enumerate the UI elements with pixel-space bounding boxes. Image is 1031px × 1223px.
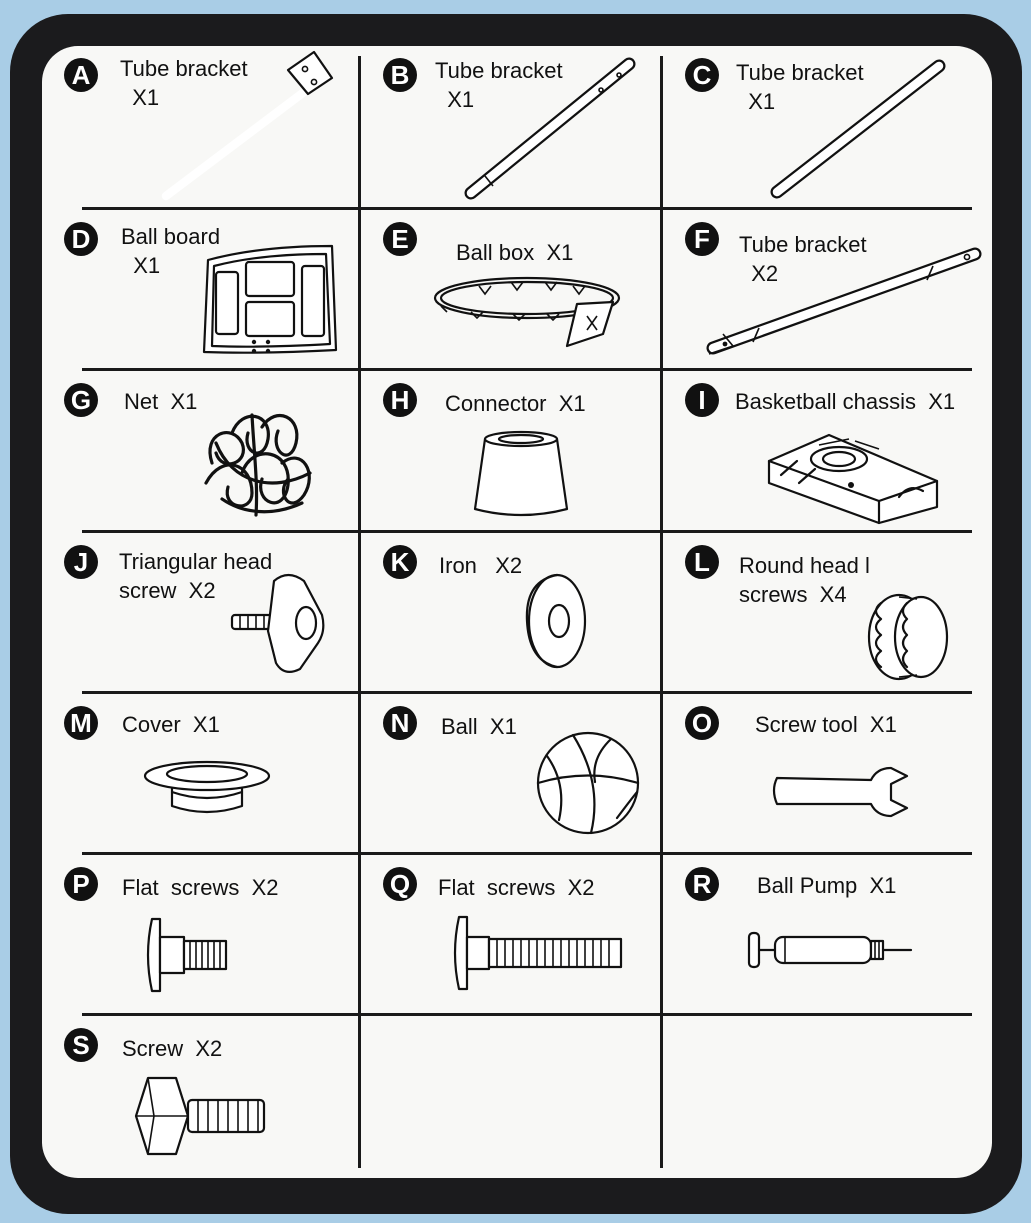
part-cell-f	[663, 210, 992, 368]
part-label: Tube bracket X1	[120, 56, 248, 110]
part-cell-c	[663, 46, 992, 207]
flat-screw-short-icon	[142, 915, 238, 995]
part-cell-k	[361, 533, 660, 691]
triangular-screw-icon	[228, 571, 328, 675]
part-cell-j	[42, 533, 358, 691]
part-cell-d	[42, 210, 358, 368]
ball-board-icon	[200, 240, 342, 360]
part-cell-e	[361, 210, 660, 368]
basketball-icon	[533, 728, 643, 838]
part-letter-badge: G	[64, 383, 98, 417]
part-letter-badge: N	[383, 706, 417, 740]
washer-icon	[519, 571, 589, 671]
part-letter-badge: E	[383, 222, 417, 256]
part-letter-badge: K	[383, 545, 417, 579]
part-label: Cover X1	[122, 712, 220, 737]
part-letter-badge: J	[64, 545, 98, 579]
part-letter-badge: Q	[383, 867, 417, 901]
tube-bracket-b-icon	[451, 48, 651, 203]
part-label: Round head l screws X4	[739, 553, 870, 607]
part-cell-g	[42, 371, 358, 530]
part-cell-b	[361, 46, 660, 207]
part-cell-n	[361, 694, 660, 852]
part-label: Ball X1	[441, 714, 517, 739]
connector-icon	[471, 429, 571, 521]
part-label: Triangular head screw X2	[119, 549, 273, 603]
net-icon	[192, 403, 322, 521]
tube-bracket-a-icon	[152, 48, 342, 203]
part-letter-badge: D	[64, 222, 98, 256]
part-cell-a	[42, 46, 358, 207]
ball-box-rim-icon	[427, 272, 627, 362]
part-cell-q	[361, 855, 660, 1013]
part-cell-p	[42, 855, 358, 1013]
part-label: Net X1	[124, 389, 198, 414]
hex-screw-icon	[128, 1074, 272, 1158]
part-letter-badge: C	[685, 58, 719, 92]
wrench-icon	[767, 764, 911, 820]
empty-cell	[663, 1016, 992, 1178]
part-label: Ball box X1	[456, 240, 574, 265]
part-letter-badge: B	[383, 58, 417, 92]
part-letter-badge: P	[64, 867, 98, 901]
part-letter-badge: F	[685, 222, 719, 256]
part-label: Flat screws X2	[122, 875, 279, 900]
chassis-icon	[759, 421, 949, 529]
part-label: Ball board X1	[121, 224, 221, 278]
flat-screw-long-icon	[449, 913, 629, 993]
part-letter-badge: R	[685, 867, 719, 901]
part-cell-m	[42, 694, 358, 852]
cover-icon	[142, 752, 272, 822]
part-label: Connector X1	[445, 391, 586, 416]
part-label: Tube bracket X1	[736, 60, 864, 114]
part-label: Ball Pump X1	[757, 873, 897, 898]
parts-list-sheet	[42, 46, 992, 1178]
empty-cell	[361, 1016, 660, 1178]
part-label: Screw tool X1	[755, 712, 897, 737]
part-cell-s	[42, 1016, 358, 1178]
part-cell-i	[663, 371, 992, 530]
part-letter-badge: A	[64, 58, 98, 92]
part-label: Tube bracket X1	[435, 58, 563, 112]
part-letter-badge: I	[685, 383, 719, 417]
part-letter-badge: O	[685, 706, 719, 740]
round-head-screw-icon	[863, 591, 959, 683]
part-letter-badge: H	[383, 383, 417, 417]
part-letter-badge: S	[64, 1028, 98, 1062]
part-label: Basketball chassis X1	[735, 389, 956, 414]
part-label: Iron X2	[439, 553, 523, 578]
part-cell-l	[663, 533, 992, 691]
part-letter-badge: M	[64, 706, 98, 740]
ball-pump-icon	[745, 925, 915, 975]
tube-bracket-c-icon	[763, 56, 953, 201]
part-letter-badge: L	[685, 545, 719, 579]
part-cell-h	[361, 371, 660, 530]
part-cell-o	[663, 694, 992, 852]
part-label: Flat screws X2	[438, 875, 595, 900]
part-cell-r	[663, 855, 992, 1013]
part-label: Screw X2	[122, 1036, 223, 1061]
part-label: Tube bracket X2	[739, 232, 867, 286]
tube-bracket-f-icon	[693, 236, 989, 366]
